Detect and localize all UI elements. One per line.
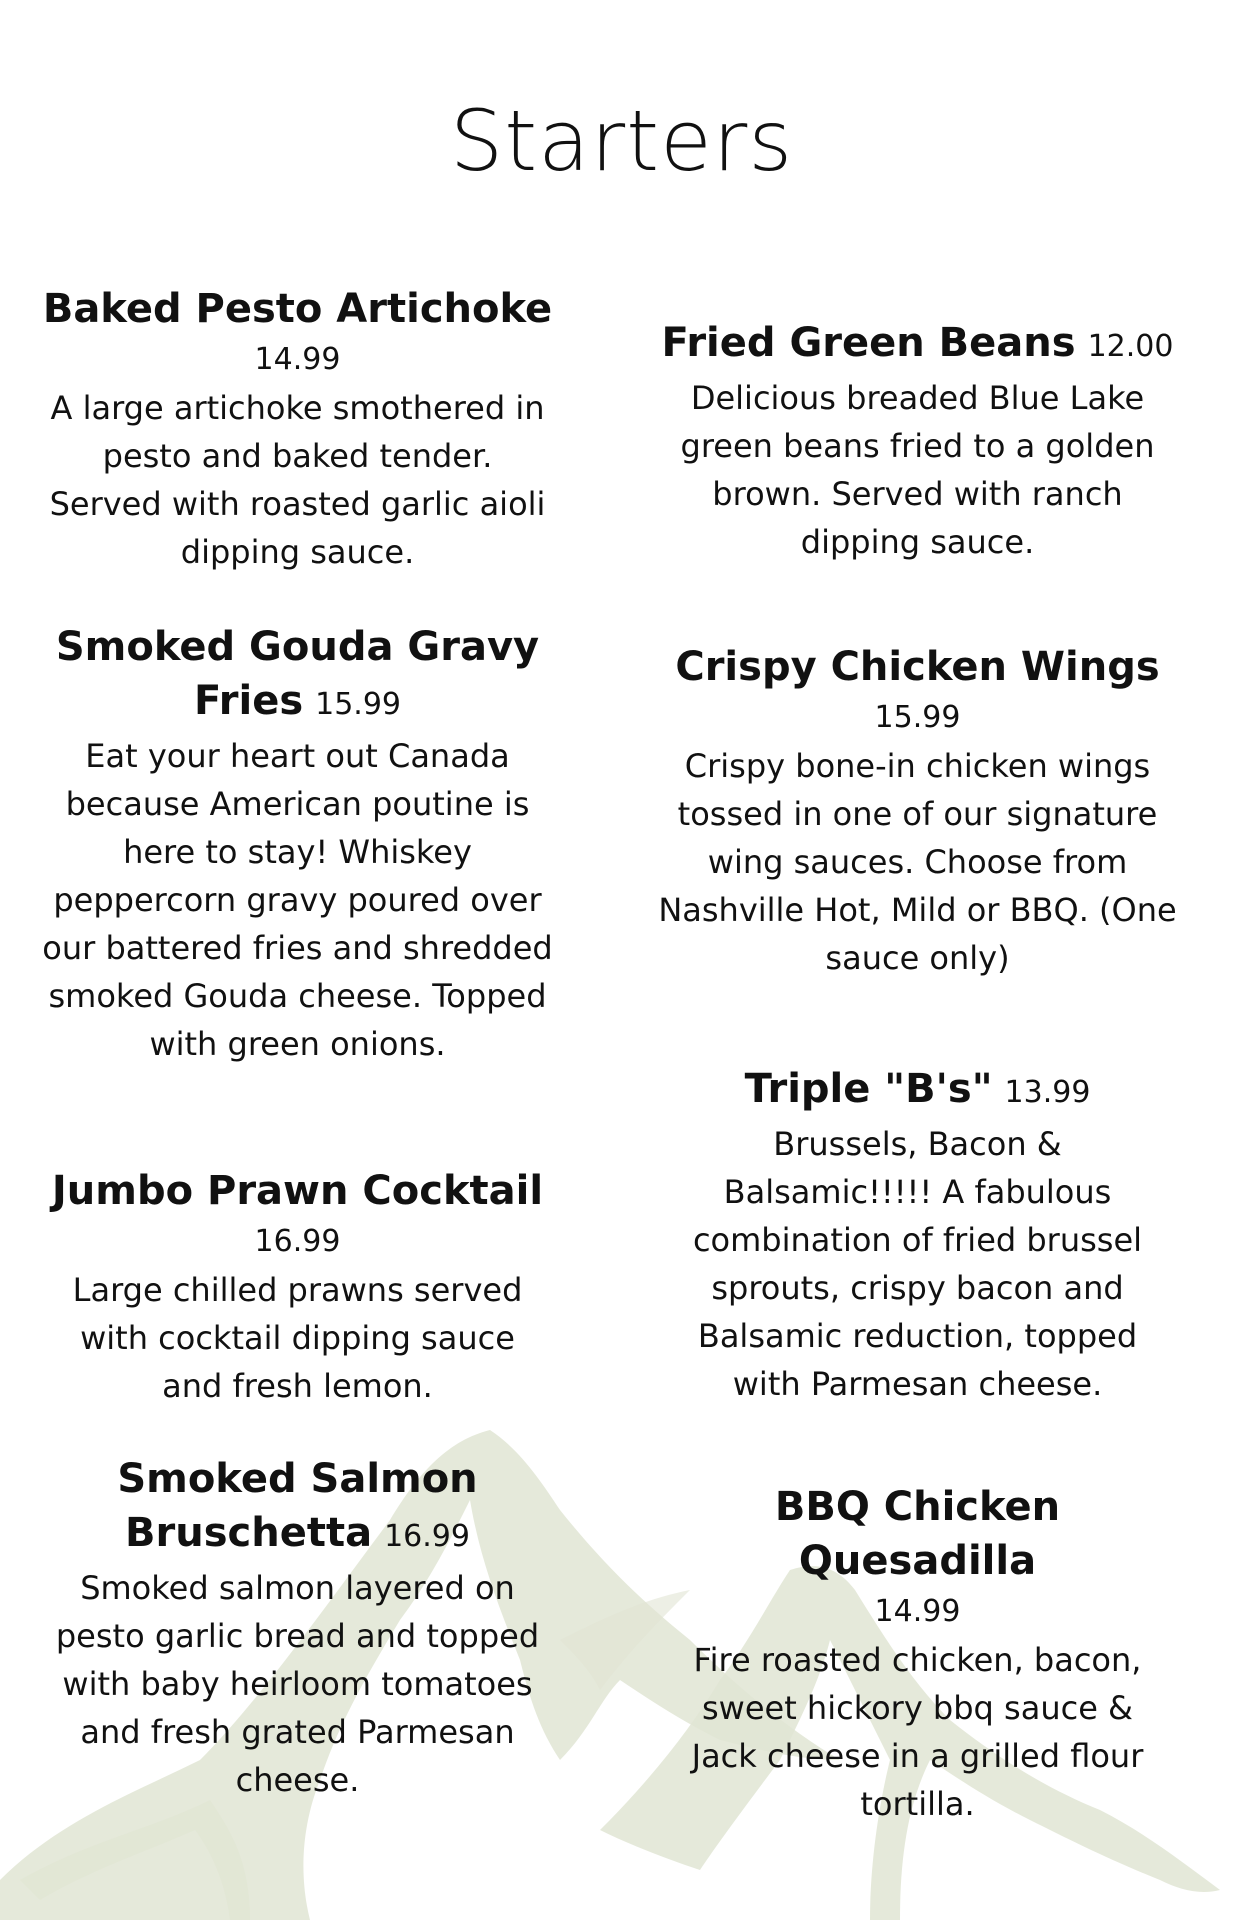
- menu-item-name-line2: Bruschetta: [125, 1510, 373, 1556]
- menu-item-description: Delicious breaded Blue Lake green beans fried to a golden brown. Served with ranch dipping sauce.: [680, 379, 1155, 561]
- menu-item-price: 14.99: [874, 1594, 961, 1629]
- menu-item-price: 15.99: [874, 700, 961, 735]
- menu-item-description: Large chilled prawns served with cocktail dipping sauce and fresh lemon.: [72, 1271, 523, 1405]
- menu-item-name: [650, 1062, 1185, 1120]
- menu-item-name: [30, 1452, 565, 1564]
- menu-item-price: 12.00: [1087, 329, 1174, 364]
- menu-item-description: Brussels, Bacon & Balsamic!!!!! A fabulous combination of fried brussel sprouts, crispy bacon and Balsamic reduction, topped with Parmesan cheese.: [692, 1125, 1143, 1403]
- menu-item-triple-bs: [650, 1062, 1185, 1408]
- menu-item-description: A large artichoke smothered in pesto and baked tender. Served with roasted garlic aioli dipping sauce.: [49, 389, 546, 571]
- menu-item-price: 16.99: [384, 1519, 470, 1554]
- menu-item-name: BBQ Chicken Quesadilla: [774, 1484, 1061, 1584]
- menu-item-price: 16.99: [254, 1224, 341, 1259]
- menu-item-name-line2: Fries: [193, 678, 304, 724]
- menu-item-smoked-salmon-bruschetta: [30, 1452, 565, 1804]
- page-title: Starters: [449, 92, 794, 190]
- menu-item-jumbo-prawn-cocktail: [30, 1164, 565, 1410]
- menu-item-name-text: Triple "B's": [744, 1066, 993, 1112]
- menu-item-bbq-chicken-quesadilla: [650, 1480, 1185, 1828]
- menu-item-fried-green-beans: [650, 316, 1185, 566]
- menu-item-description: Eat your heart out Canada because American poutine is here to stay! Whiskey peppercorn gravy poured over our battered fries and shredded smoked Gouda cheese. Topped with green onions.: [42, 737, 553, 1063]
- menu-item-name-line1: Smoked Salmon: [117, 1456, 478, 1502]
- menu-item-description: Smoked salmon layered on pesto garlic bread and topped with baby heirloom tomatoes and fresh grated Parmesan cheese.: [55, 1569, 540, 1799]
- menu-item-name: [650, 316, 1185, 374]
- menu-item-description: Fire roasted chicken, bacon, sweet hickory bbq sauce & Jack cheese in a grilled flour tortilla.: [691, 1641, 1144, 1823]
- menu-item-name: [30, 620, 565, 732]
- menu-item-price: 15.99: [315, 687, 402, 722]
- menu-item-baked-pesto-artichoke: [30, 282, 565, 576]
- menu-item-description: Crispy bone-in chicken wings tossed in one of our signature wing sauces. Choose from Nashville Hot, Mild or BBQ. (One sauce only): [658, 747, 1177, 977]
- menu-item-price: 13.99: [1004, 1075, 1091, 1110]
- menu-item-price: 14.99: [254, 342, 341, 377]
- menu-item-name: Baked Pesto Artichoke: [42, 286, 553, 332]
- menu-item-smoked-gouda-gravy-fries: [30, 620, 565, 1068]
- menu-item-name-text: Fried Green Beans: [661, 320, 1076, 366]
- menu-item-crispy-chicken-wings: [650, 640, 1185, 982]
- menu-item-name: Jumbo Prawn Cocktail: [51, 1168, 544, 1214]
- menu-item-name-line1: Smoked Gouda Gravy: [55, 624, 540, 670]
- menu-item-name: Crispy Chicken Wings: [675, 644, 1160, 690]
